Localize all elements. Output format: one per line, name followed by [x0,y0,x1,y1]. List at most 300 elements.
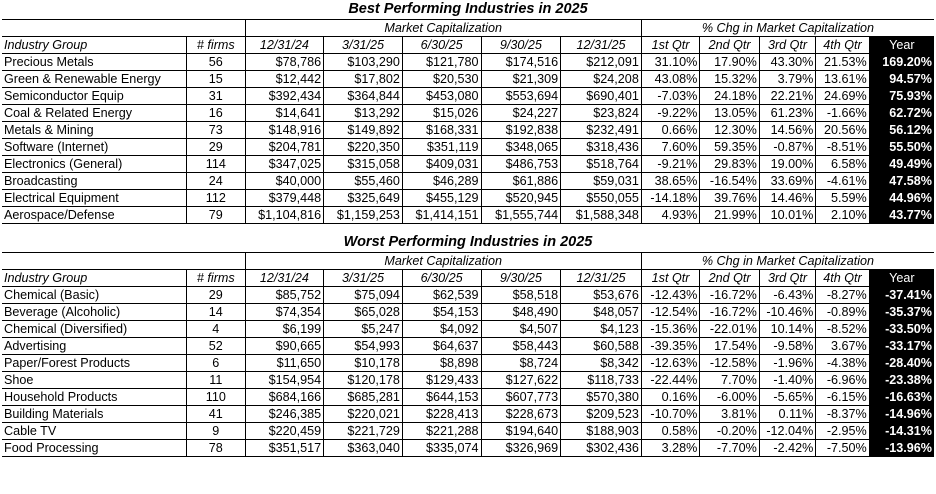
column-header: 4th Qtr [816,270,869,287]
industry-name: Electrical Equipment [2,190,187,207]
column-header: 12/31/24 [245,37,324,54]
table-row [2,406,934,423]
market-cap-value: $1,159,253 [324,207,403,224]
table-row [2,287,934,304]
market-cap-value: $149,892 [324,122,403,139]
column-header: # firms [187,37,245,54]
market-cap-value: $78,786 [245,54,324,71]
market-cap-value: $46,289 [402,173,481,190]
market-cap-value: $4,092 [402,321,481,338]
group-market-cap: Market Capitalization [245,253,641,270]
table-row [2,71,934,88]
table-row [2,423,934,440]
quarter-change: -12.63% [641,355,699,372]
quarter-change: 21.99% [700,207,760,224]
column-header: Industry Group [2,37,187,54]
column-header: 1st Qtr [641,37,699,54]
industry-name: Green & Renewable Energy [2,71,187,88]
quarter-change: -9.21% [641,156,699,173]
quarter-change: 14.46% [759,190,815,207]
year-change: 43.77% [869,207,934,224]
table-row [2,389,934,406]
market-cap-value: $64,637 [402,338,481,355]
year-change: -33.17% [869,338,934,355]
industry-name: Electronics (General) [2,156,187,173]
market-cap-value: $570,380 [561,389,642,406]
quarter-change: -4.38% [816,355,869,372]
quarter-change: 31.10% [641,54,699,71]
industry-name: Broadcasting [2,173,187,190]
market-cap-value: $8,724 [481,355,561,372]
best-industries-table [2,0,934,224]
market-cap-value: $232,491 [561,122,642,139]
market-cap-value: $192,838 [481,122,561,139]
market-cap-value: $40,000 [245,173,324,190]
market-cap-value: $246,385 [245,406,324,423]
quarter-change: -8.51% [816,139,869,156]
market-cap-value: $212,091 [561,54,642,71]
firm-count: 78 [187,440,245,457]
quarter-change: 0.11% [759,406,815,423]
market-cap-value: $62,539 [402,287,481,304]
quarter-change: 14.56% [759,122,815,139]
table-row [2,54,934,71]
group-blank [2,253,245,270]
quarter-change: 3.67% [816,338,869,355]
section-gap [0,224,936,233]
group-pct-change: % Chg in Market Capitalization [641,20,934,37]
market-cap-value: $685,281 [324,389,403,406]
market-cap-value: $318,436 [561,139,642,156]
table-title: Best Performing Industries in 2025 [2,0,934,20]
column-header: # firms [187,270,245,287]
group-header-row [2,20,934,37]
quarter-change: 13.61% [816,71,869,88]
quarter-change: -10.46% [759,304,815,321]
market-cap-value: $90,665 [245,338,324,355]
market-cap-value: $1,588,348 [561,207,642,224]
quarter-change: 22.21% [759,88,815,105]
year-change: 75.93% [869,88,934,105]
market-cap-value: $690,401 [561,88,642,105]
market-cap-value: $520,945 [481,190,561,207]
firm-count: 6 [187,355,245,372]
industry-name: Coal & Related Energy [2,105,187,122]
quarter-change: 17.90% [700,54,760,71]
quarter-change: 15.32% [700,71,760,88]
industry-name: Food Processing [2,440,187,457]
market-cap-value: $1,104,816 [245,207,324,224]
market-cap-value: $220,350 [324,139,403,156]
firm-count: 11 [187,372,245,389]
market-cap-value: $228,413 [402,406,481,423]
market-cap-value: $379,448 [245,190,324,207]
industry-name: Building Materials [2,406,187,423]
quarter-change: 12.30% [700,122,760,139]
year-change: -37.41% [869,287,934,304]
quarter-change: 29.83% [700,156,760,173]
table-row [2,173,934,190]
firm-count: 4 [187,321,245,338]
year-change: 49.49% [869,156,934,173]
group-market-cap: Market Capitalization [245,20,641,37]
market-cap-value: $204,781 [245,139,324,156]
quarter-change: 33.69% [759,173,815,190]
industry-name: Precious Metals [2,54,187,71]
market-cap-value: $120,178 [324,372,403,389]
year-change: -13.96% [869,440,934,457]
market-cap-value: $15,026 [402,105,481,122]
market-cap-value: $392,434 [245,88,324,105]
year-change: -14.31% [869,423,934,440]
firm-count: 15 [187,71,245,88]
quarter-change: -2.42% [759,440,815,457]
column-header: Year [869,37,934,54]
industry-name: Household Products [2,389,187,406]
market-cap-value: $24,208 [561,71,642,88]
quarter-change: -12.43% [641,287,699,304]
market-cap-value: $220,021 [324,406,403,423]
market-cap-value: $684,166 [245,389,324,406]
quarter-change: -6.15% [816,389,869,406]
quarter-change: -16.72% [700,304,760,321]
market-cap-value: $326,969 [481,440,561,457]
market-cap-value: $455,129 [402,190,481,207]
table-title-row [2,233,934,253]
quarter-change: 10.01% [759,207,815,224]
quarter-change: 20.56% [816,122,869,139]
market-cap-value: $85,752 [245,287,324,304]
column-header: 4th Qtr [816,37,869,54]
quarter-change: -22.01% [700,321,760,338]
column-header-row [2,37,934,54]
table-row [2,355,934,372]
market-cap-value: $11,650 [245,355,324,372]
quarter-change: 7.60% [641,139,699,156]
table-row [2,156,934,173]
market-cap-value: $12,442 [245,71,324,88]
firm-count: 79 [187,207,245,224]
table-row [2,105,934,122]
quarter-change: -8.52% [816,321,869,338]
column-header-row [2,270,934,287]
industry-name: Chemical (Diversified) [2,321,187,338]
market-cap-value: $23,824 [561,105,642,122]
table-title: Worst Performing Industries in 2025 [2,233,934,253]
year-change: 169.20% [869,54,934,71]
quarter-change: -1.96% [759,355,815,372]
market-cap-value: $1,414,151 [402,207,481,224]
quarter-change: 24.69% [816,88,869,105]
market-cap-value: $21,309 [481,71,561,88]
quarter-change: -39.35% [641,338,699,355]
quarter-change: 24.18% [700,88,760,105]
market-cap-value: $363,040 [324,440,403,457]
quarter-change: 38.65% [641,173,699,190]
column-header: 3rd Qtr [759,270,815,287]
year-change: 94.57% [869,71,934,88]
quarter-change: 6.58% [816,156,869,173]
quarter-change: -10.70% [641,406,699,423]
quarter-change: -4.61% [816,173,869,190]
year-change: -16.63% [869,389,934,406]
market-cap-value: $53,676 [561,287,642,304]
market-cap-value: $325,649 [324,190,403,207]
quarter-change: -6.96% [816,372,869,389]
market-cap-value: $4,123 [561,321,642,338]
industry-name: Software (Internet) [2,139,187,156]
market-cap-value: $8,342 [561,355,642,372]
column-header: 12/31/24 [245,270,324,287]
firm-count: 24 [187,173,245,190]
quarter-change: 43.30% [759,54,815,71]
market-cap-value: $315,058 [324,156,403,173]
market-cap-value: $8,898 [402,355,481,372]
market-cap-value: $24,227 [481,105,561,122]
market-cap-value: $4,507 [481,321,561,338]
industry-name: Paper/Forest Products [2,355,187,372]
table-row [2,304,934,321]
quarter-change: -5.65% [759,389,815,406]
market-cap-value: $48,057 [561,304,642,321]
table-row [2,207,934,224]
quarter-change: -1.66% [816,105,869,122]
year-change: 56.12% [869,122,934,139]
market-cap-value: $14,641 [245,105,324,122]
firm-count: 29 [187,287,245,304]
table-row [2,321,934,338]
quarter-change: 3.28% [641,440,699,457]
table-row [2,122,934,139]
firm-count: 114 [187,156,245,173]
quarter-change: 5.59% [816,190,869,207]
quarter-change: -2.95% [816,423,869,440]
market-cap-value: $228,673 [481,406,561,423]
market-cap-value: $121,780 [402,54,481,71]
table-row [2,338,934,355]
market-cap-value: $75,094 [324,287,403,304]
market-cap-value: $194,640 [481,423,561,440]
market-cap-value: $486,753 [481,156,561,173]
firm-count: 56 [187,54,245,71]
quarter-change: -7.70% [700,440,760,457]
year-change: 47.58% [869,173,934,190]
table-row [2,372,934,389]
quarter-change: -1.40% [759,372,815,389]
year-change: -33.50% [869,321,934,338]
year-change: 55.50% [869,139,934,156]
column-header: 3/31/25 [324,37,403,54]
quarter-change: 19.00% [759,156,815,173]
quarter-change: 39.76% [700,190,760,207]
industry-name: Beverage (Alcoholic) [2,304,187,321]
industry-name: Chemical (Basic) [2,287,187,304]
market-cap-value: $58,518 [481,287,561,304]
table-row [2,139,934,156]
quarter-change: -12.54% [641,304,699,321]
market-cap-value: $13,292 [324,105,403,122]
market-cap-value: $1,555,744 [481,207,561,224]
column-header: 9/30/25 [481,37,561,54]
column-header: 1st Qtr [641,270,699,287]
market-cap-value: $65,028 [324,304,403,321]
market-cap-value: $118,733 [561,372,642,389]
column-header: Industry Group [2,270,187,287]
quarter-change: 3.79% [759,71,815,88]
quarter-change: 4.93% [641,207,699,224]
market-cap-value: $188,903 [561,423,642,440]
firm-count: 41 [187,406,245,423]
market-cap-value: $220,459 [245,423,324,440]
market-cap-value: $17,802 [324,71,403,88]
column-header: 9/30/25 [481,270,561,287]
industry-name: Metals & Mining [2,122,187,139]
market-cap-value: $351,119 [402,139,481,156]
quarter-change: -15.36% [641,321,699,338]
firm-count: 14 [187,304,245,321]
quarter-change: -9.22% [641,105,699,122]
industry-name: Advertising [2,338,187,355]
quarter-change: -0.89% [816,304,869,321]
firm-count: 112 [187,190,245,207]
column-header: 12/31/25 [561,270,642,287]
firm-count: 52 [187,338,245,355]
column-header: 3rd Qtr [759,37,815,54]
year-change: 62.72% [869,105,934,122]
market-cap-value: $221,729 [324,423,403,440]
quarter-change: 2.10% [816,207,869,224]
quarter-change: 3.81% [700,406,760,423]
quarter-change: 10.14% [759,321,815,338]
year-change: -14.96% [869,406,934,423]
firm-count: 31 [187,88,245,105]
market-cap-value: $351,517 [245,440,324,457]
industry-name: Aerospace/Defense [2,207,187,224]
year-change: -35.37% [869,304,934,321]
quarter-change: -6.43% [759,287,815,304]
market-cap-value: $60,588 [561,338,642,355]
market-cap-value: $168,331 [402,122,481,139]
quarter-change: 0.58% [641,423,699,440]
year-change: 44.96% [869,190,934,207]
column-header: 2nd Qtr [700,270,760,287]
quarter-change: 0.66% [641,122,699,139]
market-cap-value: $209,523 [561,406,642,423]
firm-count: 110 [187,389,245,406]
table-row [2,88,934,105]
market-cap-value: $518,764 [561,156,642,173]
quarter-change: -12.04% [759,423,815,440]
column-header: 6/30/25 [402,37,481,54]
column-header: 6/30/25 [402,270,481,287]
column-header: 12/31/25 [561,37,642,54]
market-cap-value: $174,516 [481,54,561,71]
group-blank [2,20,245,37]
quarter-change: 61.23% [759,105,815,122]
market-cap-value: $129,433 [402,372,481,389]
market-cap-value: $20,530 [402,71,481,88]
market-cap-value: $302,436 [561,440,642,457]
market-cap-value: $5,247 [324,321,403,338]
quarter-change: -22.44% [641,372,699,389]
market-cap-value: $58,443 [481,338,561,355]
table-title-row [2,0,934,20]
quarter-change: 59.35% [700,139,760,156]
market-cap-value: $74,354 [245,304,324,321]
market-cap-value: $154,954 [245,372,324,389]
quarter-change: 21.53% [816,54,869,71]
quarter-change: -6.00% [700,389,760,406]
market-cap-value: $347,025 [245,156,324,173]
quarter-change: -8.27% [816,287,869,304]
quarter-change: -0.87% [759,139,815,156]
market-cap-value: $61,886 [481,173,561,190]
market-cap-value: $335,074 [402,440,481,457]
industry-name: Shoe [2,372,187,389]
quarter-change: 0.16% [641,389,699,406]
market-cap-value: $6,199 [245,321,324,338]
market-cap-value: $221,288 [402,423,481,440]
quarter-change: 7.70% [700,372,760,389]
column-header: 3/31/25 [324,270,403,287]
industry-name: Cable TV [2,423,187,440]
quarter-change: -8.37% [816,406,869,423]
quarter-change: -16.72% [700,287,760,304]
quarter-change: 17.54% [700,338,760,355]
market-cap-value: $607,773 [481,389,561,406]
firm-count: 29 [187,139,245,156]
market-cap-value: $10,178 [324,355,403,372]
market-cap-value: $550,055 [561,190,642,207]
year-change: -23.38% [869,372,934,389]
quarter-change: -14.18% [641,190,699,207]
market-cap-value: $364,844 [324,88,403,105]
column-header: Year [869,270,934,287]
market-cap-value: $103,290 [324,54,403,71]
column-header: 2nd Qtr [700,37,760,54]
quarter-change: -9.58% [759,338,815,355]
market-cap-value: $148,916 [245,122,324,139]
market-cap-value: $644,153 [402,389,481,406]
quarter-change: 13.05% [700,105,760,122]
market-cap-value: $348,065 [481,139,561,156]
market-cap-value: $453,080 [402,88,481,105]
quarter-change: 43.08% [641,71,699,88]
worst-industries-table [2,233,934,457]
market-cap-value: $55,460 [324,173,403,190]
quarter-change: -16.54% [700,173,760,190]
market-cap-value: $409,031 [402,156,481,173]
market-cap-value: $54,153 [402,304,481,321]
quarter-change: -12.58% [700,355,760,372]
market-cap-value: $553,694 [481,88,561,105]
firm-count: 16 [187,105,245,122]
quarter-change: -0.20% [700,423,760,440]
quarter-change: -7.03% [641,88,699,105]
quarter-change: -7.50% [816,440,869,457]
firm-count: 73 [187,122,245,139]
industry-name: Semiconductor Equip [2,88,187,105]
table-row [2,190,934,207]
group-pct-change: % Chg in Market Capitalization [641,253,934,270]
firm-count: 9 [187,423,245,440]
market-cap-value: $48,490 [481,304,561,321]
year-change: -28.40% [869,355,934,372]
market-cap-value: $54,993 [324,338,403,355]
table-row [2,440,934,457]
market-cap-value: $59,031 [561,173,642,190]
market-cap-value: $127,622 [481,372,561,389]
